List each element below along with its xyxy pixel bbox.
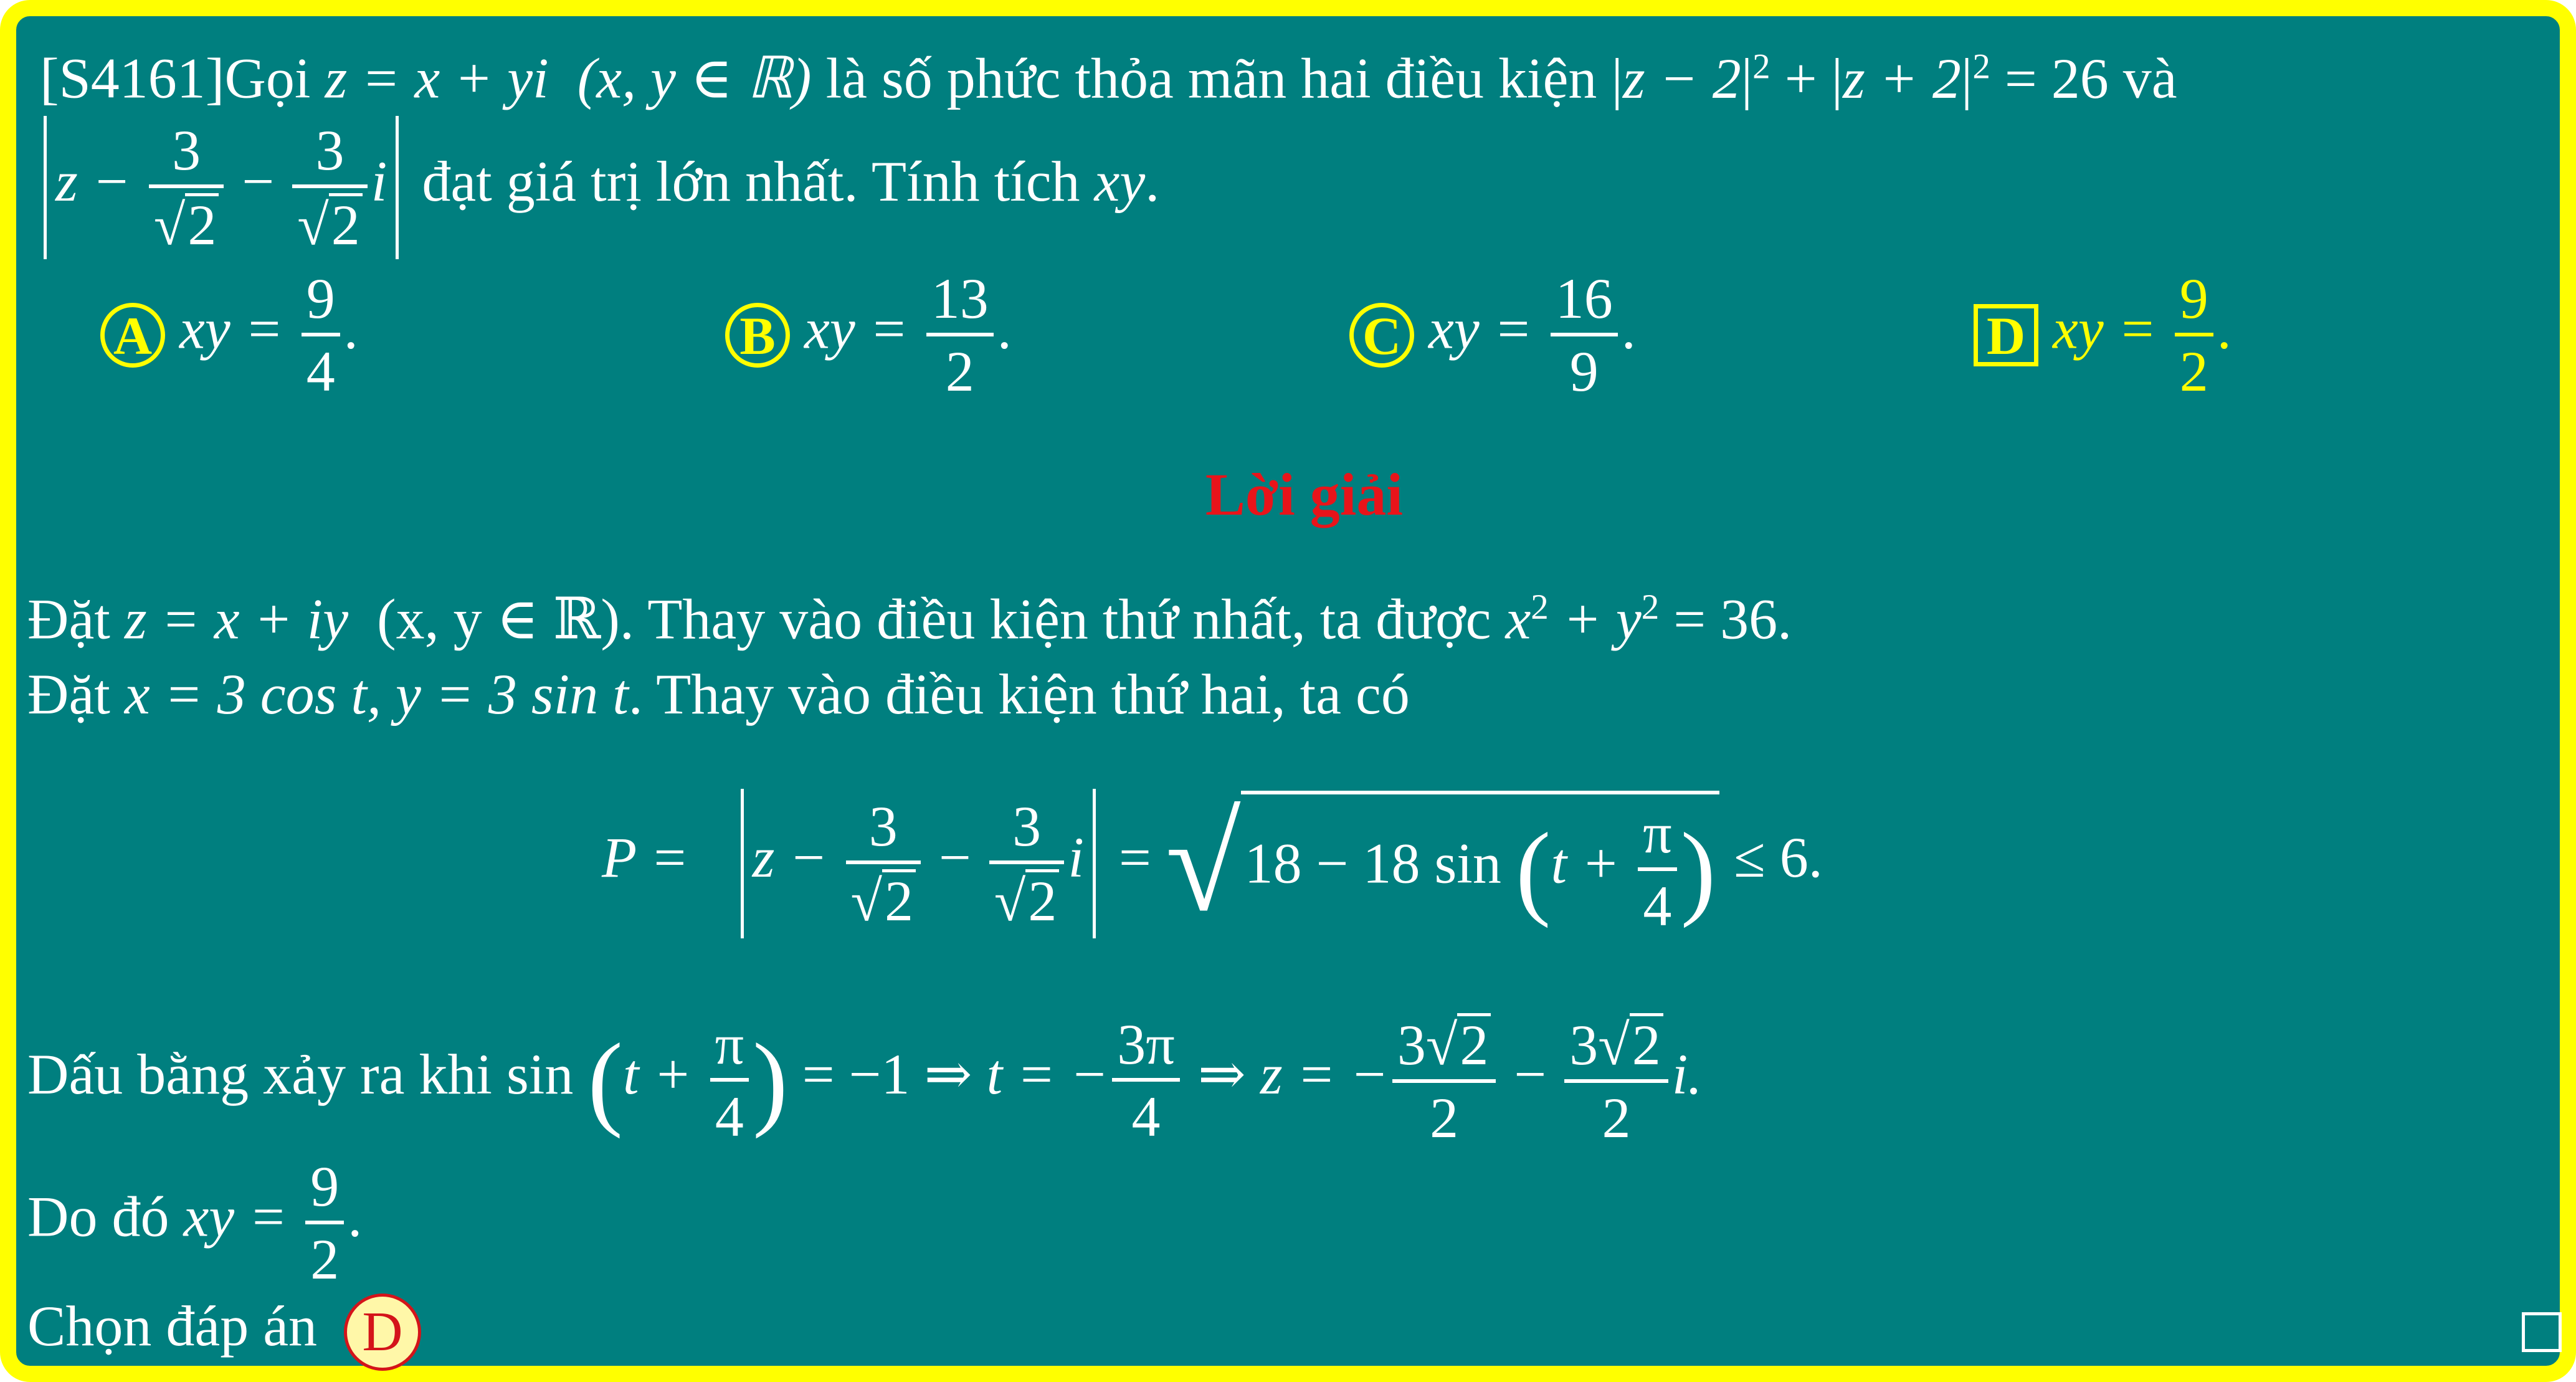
solution-line-5: Chọn đáp án D xyxy=(27,1294,421,1371)
solution-title: Lời giải xyxy=(1205,461,1404,528)
fraction-3-over-sqrt2: $\frac{3}{√2}$ xyxy=(149,120,224,255)
option-d-label: D xyxy=(1974,304,2038,366)
option-c: C xy = $\frac{16}{9}$ . xyxy=(1349,269,1636,401)
display-equation: P = z − $\frac{3}{√2}$ − $\frac{3}{√2}$ i = √18 − 18 sin (t + $\frac{\pi}{4}$ ) ≤ 6. xyxy=(602,788,1823,940)
option-c-label: C xyxy=(1349,303,1414,368)
option-a-label: A xyxy=(100,303,165,368)
question-id: [S4161] xyxy=(40,46,225,110)
fraction-3-over-sqrt2: $\frac{3}{√2}$ xyxy=(292,120,368,255)
option-b: B xy = $\frac{13}{2}$ . xyxy=(725,269,1012,401)
solution-line-1: Đặt z = x + iy (x, y ∈ ℝ). Thay vào điều kiện thứ nhất, ta được $x^2 + y^2 = 36$. xyxy=(27,587,1792,651)
solution-line-3: Dấu bằng xảy ra khi sin (t + $\frac{\pi}{4}$ ) = −1 ⇒ t = − $\frac{3\pi}{4}$ ⇒ z = − $\frac{3√2}{2}$ − $\frac{3√2}{2}$ i. xyxy=(27,1012,1703,1150)
condition-1: $|z - 2|^2 + |z + 2|^2 = 26$ xyxy=(1611,46,2109,110)
option-d-correct: D xy = $\frac{9}{2}$ . xyxy=(1974,269,2231,401)
option-a: A xy = $\frac{9}{4}$ . xyxy=(100,269,358,401)
chosen-answer-badge: D xyxy=(344,1294,421,1371)
option-b-label: B xyxy=(725,303,790,368)
solution-line-4: Do đó xy = $\frac{9}{2}$ . xyxy=(27,1155,363,1291)
question-line-1: [S4161]Gọi z = x + yi (x, y ∈ ℝ) là số phức thỏa mãn hai điều kiện $|z - 2|^2 + |z + 2|^2 = 26$ và xyxy=(40,46,2177,110)
solution-line-2: Đặt x = 3 cos t, y = 3 sin t. Thay vào điều kiện thứ hai, ta có xyxy=(27,662,1410,726)
question-line-2: z − $\frac{3}{√2}$ − $\frac{3}{√2}$ i đạt giá trị lớn nhất. Tính tích xy. xyxy=(35,116,1159,259)
qed-box-icon xyxy=(2522,1312,2562,1352)
